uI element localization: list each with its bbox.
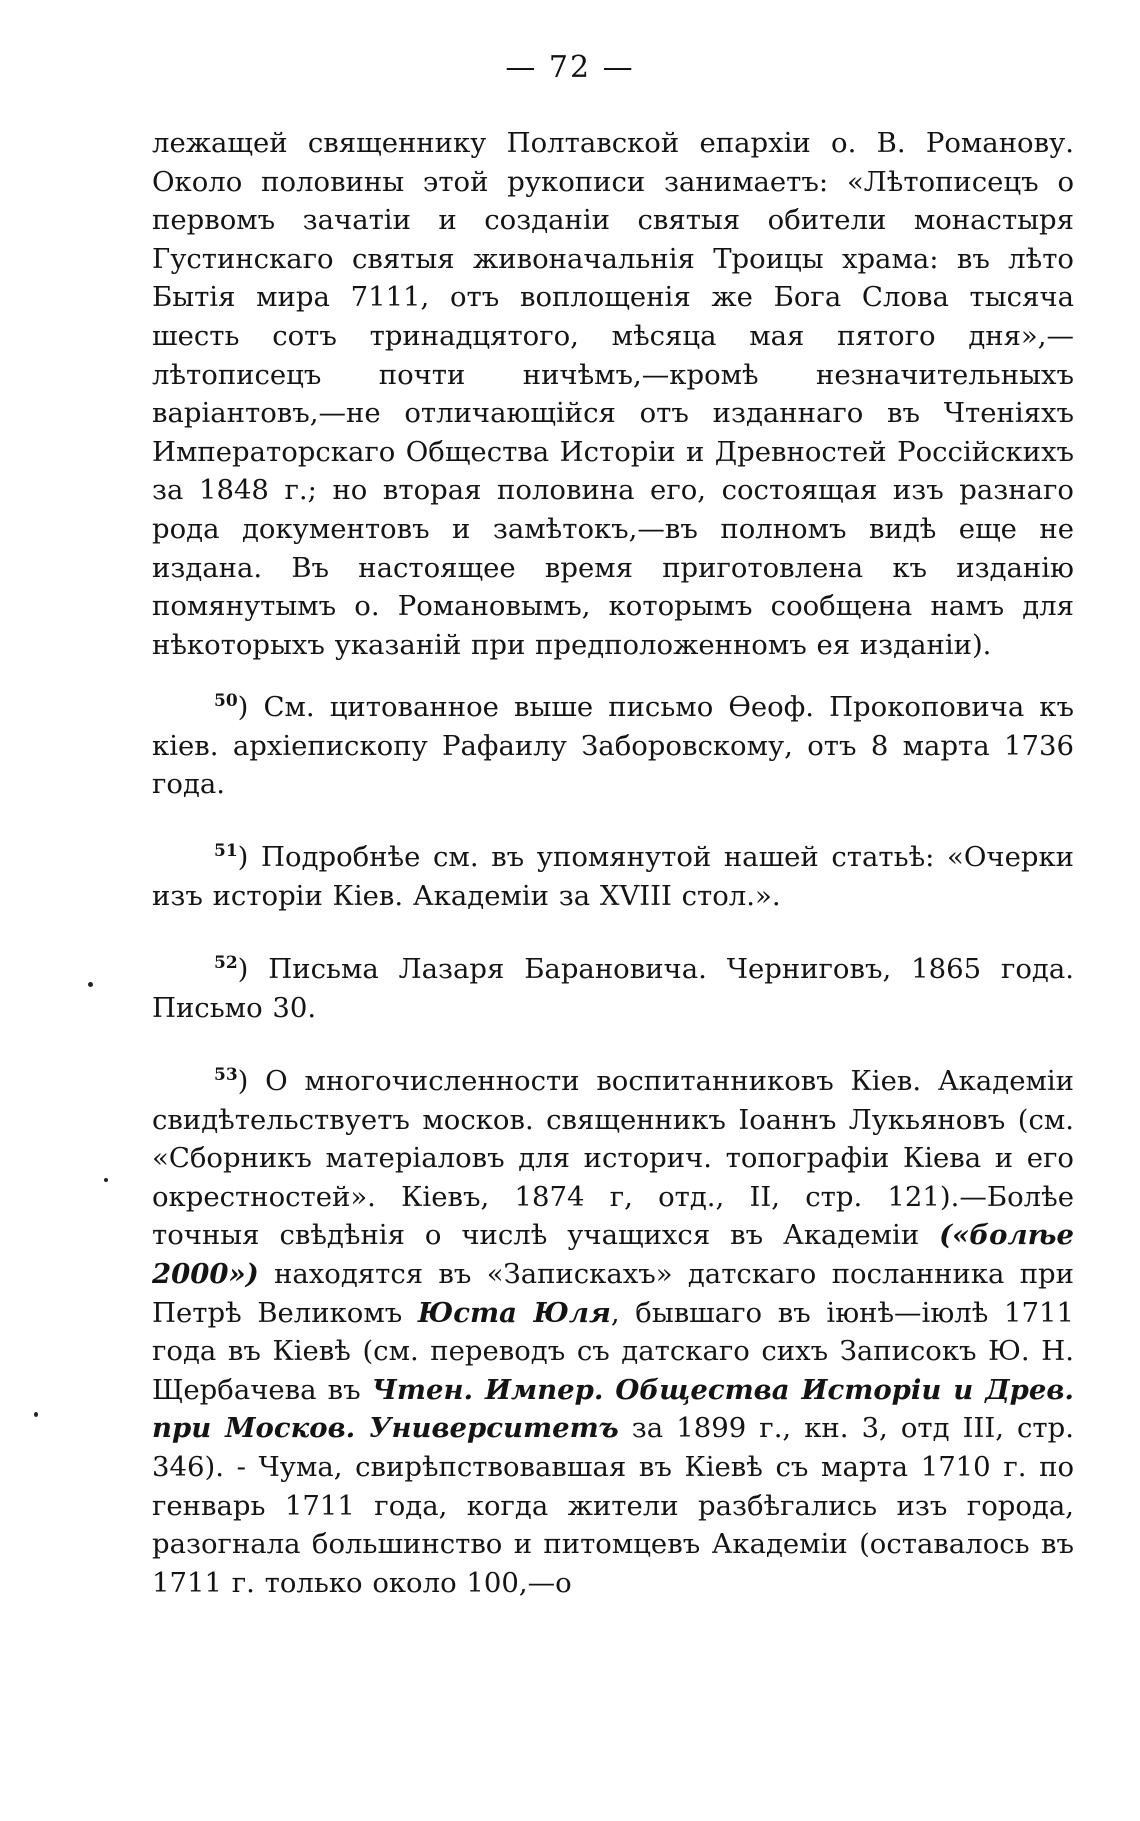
page-number: — 72 — bbox=[505, 50, 635, 85]
footnote-50 bbox=[152, 688, 1074, 804]
footnote-53-italic-quote: («болѣе 2000») bbox=[152, 1219, 1074, 1290]
footnote-50-mark: 50 bbox=[214, 690, 238, 711]
continuation-paragraph: лежащей священнику Полтавской епархіи о. В. Романову. Около половины этой рукописи занимаетъ: «Лѣтописецъ о первомъ зачатіи и созданіи святыя обители монастыря Густинскаго святыя живоначальнія Троицы храма: въ лѣто Бытія мира 7111, отъ воплощенія же Бога Слова тысяча шесть сотъ тринадцятого, мѣсяца мая пятого дня»,—лѣтописецъ почти ничѣмъ,—кромѣ незначительныхъ варіантовъ,—не отличающійся отъ изданнаго въ Чтеніяхъ Императорскаго Общества Исторіи и Древностей Россійскихъ за 1848 г.; но вторая половина его, состоящая изъ разнаго рода документовъ и замѣтокъ,—въ полномъ видѣ еще не издана. Въ настоящее время приготовлена къ изданію помянутымъ о. Романовымъ, которымъ сообщена намъ для нѣкоторыхъ указаній при предположенномъ ея изданіи). bbox=[152, 127, 1074, 661]
margin-speck bbox=[34, 1412, 38, 1417]
footnote-53-text-2: находятся въ «Запискахъ» датскаго посланника при Петрѣ Великомъ bbox=[152, 1257, 1074, 1329]
footnote-51 bbox=[152, 838, 1074, 915]
footnote-51-text: ) Подробнѣе см. въ упомянутой нашей статьѣ: «Очерки изъ исторіи Кіев. Академіи за XVIII стол.». bbox=[152, 841, 1074, 912]
footnote-53-mark: 53 bbox=[214, 1064, 238, 1085]
margin-speck bbox=[88, 982, 93, 987]
footnote-52 bbox=[152, 950, 1074, 1027]
footnote-53-body bbox=[152, 1062, 1074, 1602]
footnote-52-text: ) Письма Лазаря Барановича. Черниговъ, 1865 года. Письмо 30. bbox=[152, 953, 1074, 1024]
footnote-53 bbox=[152, 1062, 1074, 1602]
footnote-51-mark: 51 bbox=[214, 840, 238, 861]
footnote-52-mark: 52 bbox=[214, 952, 238, 973]
footnote-53-text-3: , бывшаго въ іюнѣ—іюлѣ 1711 года въ Кіевѣ (см. переводъ съ датскаго сихъ Записокъ Ю. Н. Щербачева въ bbox=[152, 1296, 1074, 1406]
margin-speck bbox=[104, 1178, 108, 1182]
footnote-53-italic-name: Юста Юля bbox=[417, 1296, 611, 1329]
footnote-53-text-1: ) О многочисленности воспитанниковъ Кіев. Академіи свидѣтельствуетъ москов. священникъ Іоаннъ Лукьяновъ (см. «Сборникъ матеріаловъ для историч. топографіи Кіева и его окрестностей». Кіевъ, 1874 г, отд., II, стр. 121).—Болѣе точныя свѣдѣнія о числѣ учащихся въ Академіи bbox=[152, 1065, 1074, 1252]
footnote-50-body bbox=[152, 688, 1074, 804]
footnote-51-body bbox=[152, 838, 1074, 915]
footnote-53-italic-title: Чтен. Импер. Общества Исторіи и Древ. при Москов. Университетъ bbox=[152, 1373, 1075, 1445]
footnote-52-body bbox=[152, 950, 1074, 1027]
footnote-50-text: ) См. цитованное выше письмо Ѳеоф. Прокоповича къ кіев. архіепископу Рафаилу Заборовскому, отъ 8 марта 1736 года. bbox=[152, 691, 1074, 801]
footnote-53-text-4: за 1899 г., кн. 3, отд III, стр. 346). - Чума, свирѣпствовавшая въ Кіевѣ съ марта 1710 г. по генварь 1711 года, когда жители разбѣгались изъ города, разогнала большинство и питомцевъ Академіи (оставалось въ 1711 г. только около 100,—о bbox=[152, 1412, 1074, 1599]
